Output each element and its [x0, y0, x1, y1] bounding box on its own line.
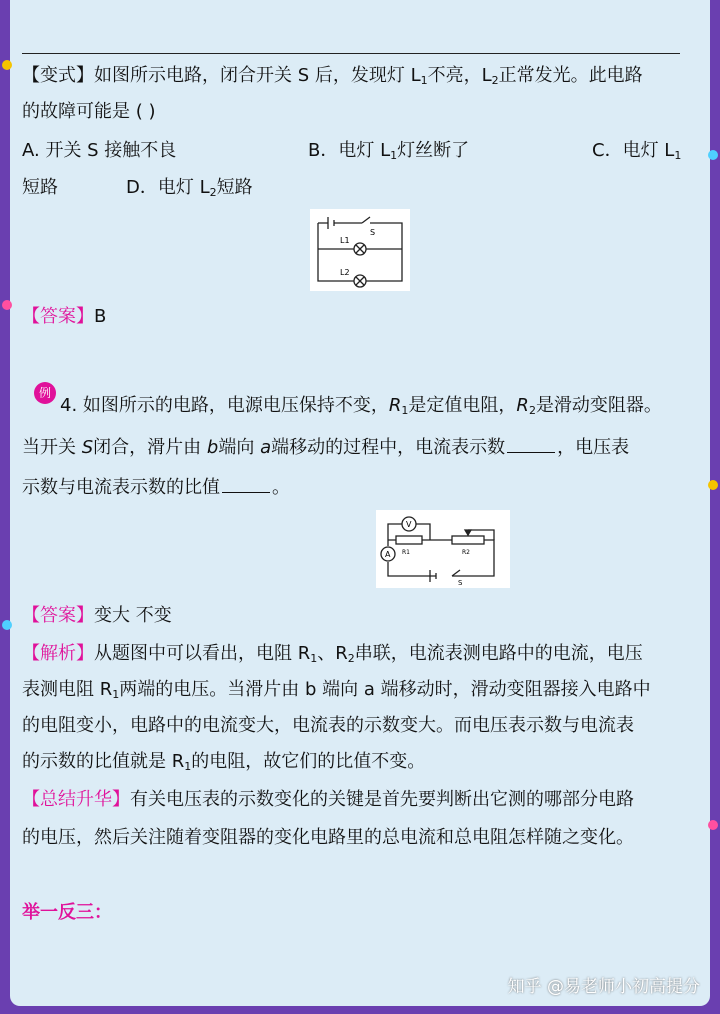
summary-tag: 【总结升华】: [22, 789, 130, 810]
border-dot: [2, 620, 12, 630]
example4-line1: 4. 如图所示的电路，电源电压保持不变，$R_1$是定值电阻，$R_2$是滑动变阻器。: [60, 395, 662, 417]
option-c: C．电灯 $L_1$: [592, 140, 682, 162]
circuit-label-s: S: [370, 228, 376, 237]
border-dot: [708, 480, 718, 490]
border-dot: [2, 300, 12, 310]
summary-line1: 【总结升华】有关电压表的示数变化的关键是首先要判断出它测的哪部分电路: [22, 789, 634, 810]
example4-line3: 示数与电流表示数的比值 。: [22, 477, 290, 498]
analysis-line1: 【解析】从题图中可以看出，电阻 $R_1$、$R_2$串联，电流表测电路中的电流，电压: [22, 643, 643, 665]
answer-tag: 【答案】: [22, 306, 94, 327]
analysis-line4: 的示数的比值就是 $R_1$的电阻，故它们的比值不变。: [22, 751, 426, 773]
switch-label: S: [458, 579, 463, 587]
option-b: B．电灯 $L_1$灯丝断了: [308, 140, 470, 162]
watermark: 知乎 @易老师小初高提分: [507, 977, 700, 997]
analysis-line3: 的电阻变小，电路中的电流变大，电流表的示数变大。而电压表示数与电流表: [22, 715, 634, 736]
resistor-r2-label: R2: [462, 549, 470, 556]
variant-stem-line2: 的故障可能是 ( ): [22, 101, 156, 122]
option-c-continued: 短路: [22, 177, 58, 198]
circuit-label-l2: L2: [340, 268, 350, 277]
analysis-line2: 表测电阻 $R_1$两端的电压。当滑片由 b 端向 a 端移动时，滑动变阻器接入电路中: [22, 679, 651, 701]
border-dot: [708, 150, 718, 160]
answer-blank: [507, 436, 555, 453]
example-badge-icon: 例: [34, 382, 56, 404]
voltmeter-label: V: [406, 520, 412, 529]
answer-blank: [222, 476, 270, 493]
variant-circuit-diagram: [310, 209, 410, 291]
border-dot: [708, 820, 718, 830]
divider: [22, 53, 680, 54]
example4-circuit-diagram: [376, 510, 510, 588]
analysis-tag: 【解析】: [22, 643, 94, 664]
ammeter-label: A: [385, 550, 391, 559]
variant-stem-line1: 【变式】如图所示电路，闭合开关 S 后，发现灯 $L_1$不亮，$L_2$正常发光。此电路: [22, 65, 643, 87]
variant-answer: 【答案】B: [22, 306, 107, 327]
option-a: A. 开关 S 接触不良: [22, 140, 177, 161]
example4-answer: 【答案】变大 不变: [22, 605, 172, 626]
section-heading: 举一反三：: [22, 902, 112, 923]
answer-tag: 【答案】: [22, 605, 94, 626]
circuit-label-l1: L1: [340, 236, 350, 245]
summary-line2: 的电压，然后关注随着变阻器的变化电路里的总电流和总电阻怎样随之变化。: [22, 827, 634, 848]
example4-line2: 当开关 S闭合，滑片由 b端向 a端移动的过程中，电流表示数 ，电压表: [22, 437, 630, 458]
option-d: D．电灯 $L_2$短路: [126, 177, 253, 199]
resistor-r1-label: R1: [402, 549, 410, 556]
border-dot: [2, 60, 12, 70]
